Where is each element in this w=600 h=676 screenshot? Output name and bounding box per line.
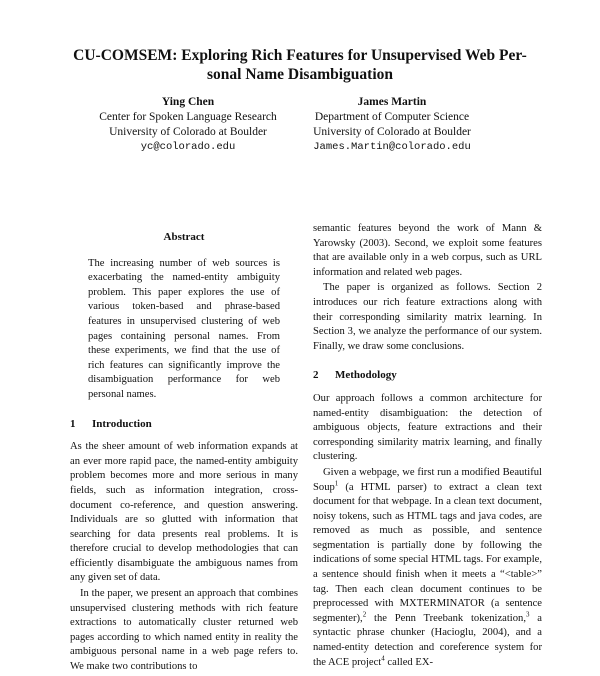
paper-title (60, 46, 540, 84)
author-name: James Martin (357, 96, 427, 108)
paragraph: The paper is organized as follows. Section 2 introduces our rich feature extractions along with their corresponding similarity matrix learning. In Section 3, we analyze the performance of our system. Finally, we draw some conclusions. (313, 282, 542, 352)
paragraph: As the sheer amount of web information expands at an ever more rapid pace, the named-entity ambiguity problem becomes more and more serious in many fields, such as information integration, cross-document co-reference, and question answering. Individuals are so glutted with information that searching for data presents real problems. It is therefore crucial to develop methodologies that can efficiently disambiguate the ambiguous names from any given set of data. (70, 441, 298, 584)
section-title: Introduction (92, 417, 152, 430)
text-run: Given a webpage, we first run a modified Beautiful Soup (313, 466, 542, 493)
abstract-heading: Abstract (163, 231, 205, 243)
section-number: 1 (70, 417, 76, 430)
footnote-marker: 4 (381, 654, 385, 663)
author-name: Ying Chen (161, 96, 215, 108)
author-email[interactable]: James.Martin@colorado.edu (313, 141, 471, 153)
author-university: University of Colorado at Boulder (109, 126, 267, 138)
paragraph: Our approach follows a common architecture for named-entity disambiguation: the detection of ambiguous objects, feature extractions and their corresponding similarity matrix learning, and finally clustering. (313, 392, 542, 463)
text-run: the Penn Treebank tokenization, (366, 612, 526, 624)
text-run: (a HTML parser) to extract a clean text document for that webpage. In a clean text document, noisy tokens, such as HTML tags and java codes, are removed as much as possible, and sentence segmentation is partially done by following the indications of some special HTML tags. For example, a sentence should finish when it meets a “<table>” tag. Then each clean document continues to be preprocessed with MXTERMINATOR (a sentence segmenter), (313, 481, 542, 624)
text-run: a syntactic phrase chunker (Hacioglu, 2004), and a named-entity detection and coreference system for the ACE project (313, 612, 543, 668)
paragraph (313, 466, 542, 670)
author-university: University of Colorado at Boulder (313, 126, 471, 138)
footnote-marker: 3 (526, 610, 530, 619)
section-heading-methodology (313, 368, 542, 383)
author-affiliation: Center for Spoken Language Research (99, 111, 277, 123)
author-block-2 (282, 95, 502, 155)
title-line-1: CU-COMSEM: Exploring Rich Features for Unsupervised Web Per- (73, 47, 527, 64)
paragraph: semantic features beyond the work of Mann & Yarowsky (2003). Second, we exploit some features that are available only in a web corpus, such as URL information and related web pages. (313, 223, 542, 278)
section-title: Methodology (335, 369, 397, 382)
author-email[interactable]: yc@colorado.edu (140, 141, 236, 153)
author-affiliation: Department of Computer Science (314, 111, 470, 123)
footnote-marker: 1 (334, 478, 339, 487)
paragraph: In the paper, we present an approach that combines unsupervised clustering methods with rich feature extractions to automatically cluster returned web pages according to which named entity in reality the ambiguous personal name in a web page refers to. We make two contributions to (70, 588, 298, 673)
right-column (313, 222, 542, 671)
section-heading-introduction (70, 417, 298, 432)
abstract-body: The increasing number of web sources is exacerbating the named-entity ambiguity problem. This paper explores the use of various token-based and phrase-based features in unsupervised clustering of web pages containing personal names. From these experiments, we find that the use of rich features can significantly improve the disambiguation performance for web personal names. (88, 257, 280, 400)
text-run: called EX- (384, 656, 434, 668)
title-line-2: sonal Name Disambiguation (206, 66, 394, 83)
author-block-1 (78, 95, 298, 155)
left-column (70, 222, 298, 676)
section-number: 2 (313, 369, 319, 382)
footnote-marker: 2 (362, 610, 367, 619)
